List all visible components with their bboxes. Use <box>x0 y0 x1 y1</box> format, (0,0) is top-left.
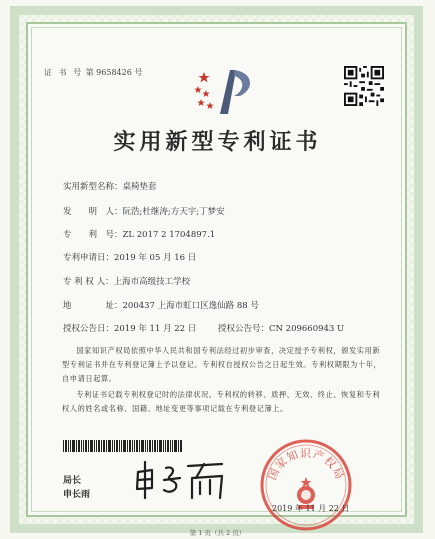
field-label: 发 明 人： <box>63 207 123 217</box>
field-label: 实用新型名称： <box>63 182 123 192</box>
field-inventors <box>63 205 225 217</box>
director-label <box>63 474 90 502</box>
barcode-icon <box>63 440 183 452</box>
field-label: 专 利 权 人： <box>63 277 114 287</box>
field-publication-date <box>63 322 196 334</box>
director-signature-icon <box>130 458 230 502</box>
field-value: 阮浩;杜继涛;方天宇;丁梦安 <box>122 207 225 217</box>
certificate-title: 实用新型专利证书 <box>113 129 322 155</box>
field-value: 上海市高级技工学校 <box>113 277 191 287</box>
cnipa-logo-icon <box>190 66 260 118</box>
field-value: ZL 2017 2 1704897.1 <box>122 230 216 240</box>
field-value: 2019 年 11 月 22 日 <box>114 324 197 334</box>
field-publication-number <box>218 322 344 334</box>
page-number: 第 1 页（共 2 页） <box>189 529 246 537</box>
statement-paragraph: 国家知识产权局依照中华人民共和国专利法经过初步审查，决定授予专利权，颁发实用新型专利证书并在专利登记簿上予以登记。专利权自授权公告之日起生效。专利权期限为十年，自申请日起算。 <box>62 346 382 383</box>
field-value: 2019 年 05 月 16 日 <box>114 253 197 263</box>
official-seal-icon <box>258 437 354 533</box>
field-label: 授权公告日： <box>63 324 115 334</box>
field-patentee <box>63 275 190 287</box>
field-utility-model-name <box>63 180 157 192</box>
statement-paragraph: 专利证书记载专利权登记时的法律状况。专利权的转移、质押、无效、终止、恢复和专利权人的姓名或名称、国籍、地址变更等事项记载在专利登记簿上。 <box>62 390 381 413</box>
certificate-number-label: 证 书 号 <box>44 68 84 77</box>
field-label: 地 址： <box>63 301 123 311</box>
field-label: 专利申请日： <box>63 253 115 263</box>
field-value: CN 209660943 U <box>269 324 345 334</box>
field-patent-number <box>63 228 215 240</box>
issue-date: 2019 年 11 月 22 日 <box>272 504 350 513</box>
certificate-number <box>44 67 142 78</box>
field-address <box>63 299 259 311</box>
field-application-date <box>63 251 196 263</box>
svg-text:国家知识产权局: 国家知识产权局 <box>265 447 347 482</box>
field-value: 桌椅垫套 <box>122 182 157 192</box>
director-name: 申长雨 <box>63 490 91 500</box>
field-label: 专 利 号： <box>63 230 123 240</box>
certificate-number-value: 第 9658426 号 <box>85 68 143 77</box>
director-title: 局长 <box>63 476 82 486</box>
field-label: 授权公告号： <box>218 324 270 334</box>
field-value: 200437 上海市虹口区逸仙路 88 号 <box>122 301 259 311</box>
qr-code-icon <box>344 66 384 106</box>
